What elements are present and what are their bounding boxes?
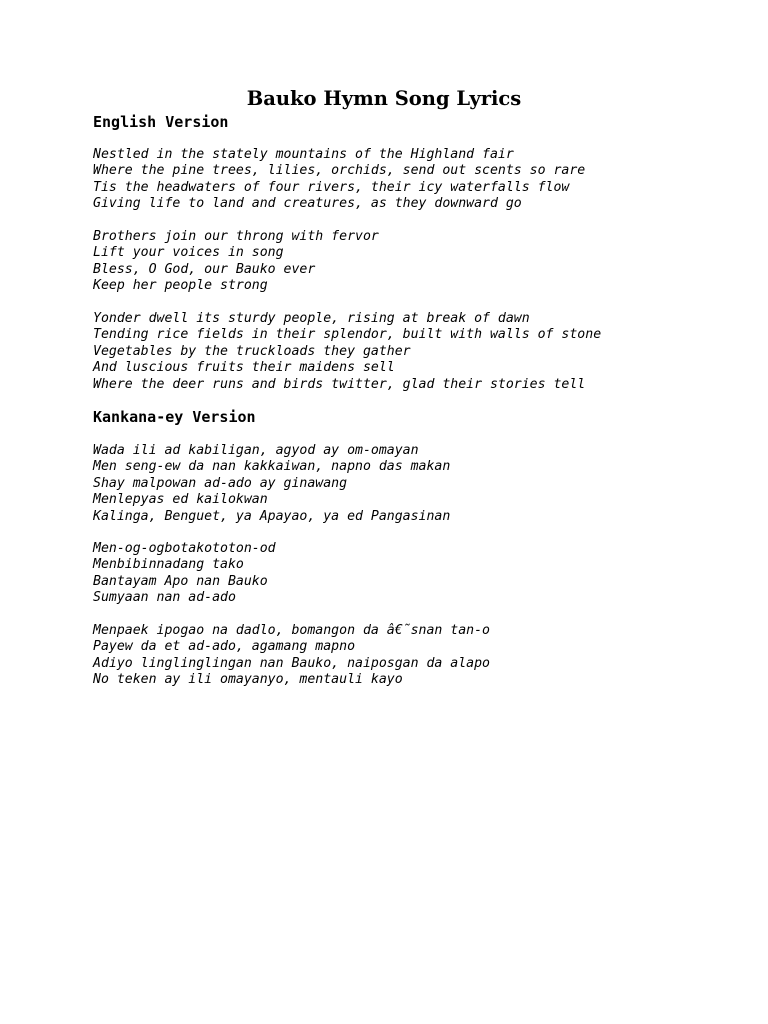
english-stanza-3 [93,311,601,393]
kankanaey-stanza-2 [93,541,276,607]
lyric-line: Men-og-ogbotakototon-od [93,541,276,556]
english-stanza-1 [93,147,585,213]
kankanaey-stanza-1 [93,443,450,525]
lyric-line: Yonder dwell its sturdy people, rising at break of dawn [93,311,530,326]
lyric-line: Tis the headwaters of four rivers, their icy waterfalls flow [93,179,570,195]
lyric-line: Men seng-ew da nan kakkaiwan, napno das makan [93,459,451,475]
lyric-line: And luscious fruits their maidens sell [93,360,395,376]
lyric-line: Menpaek ipogao na dadlo, bomangon da â€˜snan tan-o [93,623,490,638]
lyric-line: Menbibinnadang tako [93,557,244,573]
lyric-line: Where the pine trees, lilies, orchids, send out scents so rare [93,163,586,179]
lyric-line: Brothers join our throng with fervor [93,229,379,244]
page-title: Bauko Hymn Song Lyrics [246,87,522,110]
lyric-line: Tending rice fields in their splendor, built with walls of stone [93,327,602,343]
lyric-line: Bless, O God, our Bauko ever [93,261,316,277]
lyric-line: Giving life to land and creatures, as they downward go [93,196,522,212]
lyric-line: Sumyaan nan ad-ado [93,590,236,606]
lyric-line: Lift your voices in song [93,245,284,261]
lyric-line: Payew da et ad-ado, agamang mapno [93,639,356,655]
english-stanza-2 [93,229,379,295]
kankanaey-version-heading: Kankana-ey Version [93,408,256,426]
lyric-line: Keep her people strong [93,278,268,294]
lyric-line: No teken ay ili omayanyo, mentauli kayo [93,672,403,688]
lyric-line: Bantayam Apo nan Bauko [93,573,268,589]
lyric-line: Where the deer runs and birds twitter, glad their stories tell [93,376,586,392]
lyric-line: Wada ili ad kabiligan, agyod ay om-omayan [93,443,419,458]
kankanaey-stanza-3 [93,623,490,689]
lyric-line: Adiyo linglinglingan nan Bauko, naiposgan da alapo [93,655,490,671]
lyric-line: Shay malpowan ad-ado ay ginawang [93,475,348,491]
lyric-line: Kalinga, Benguet, ya Apayao, ya ed Pangasinan [93,508,451,524]
lyric-line: Nestled in the stately mountains of the Highland fair [93,147,514,162]
lyric-line: Menlepyas ed kailokwan [93,492,268,508]
lyric-line: Vegetables by the truckloads they gather [93,343,411,359]
english-version-heading: English Version [93,113,229,131]
